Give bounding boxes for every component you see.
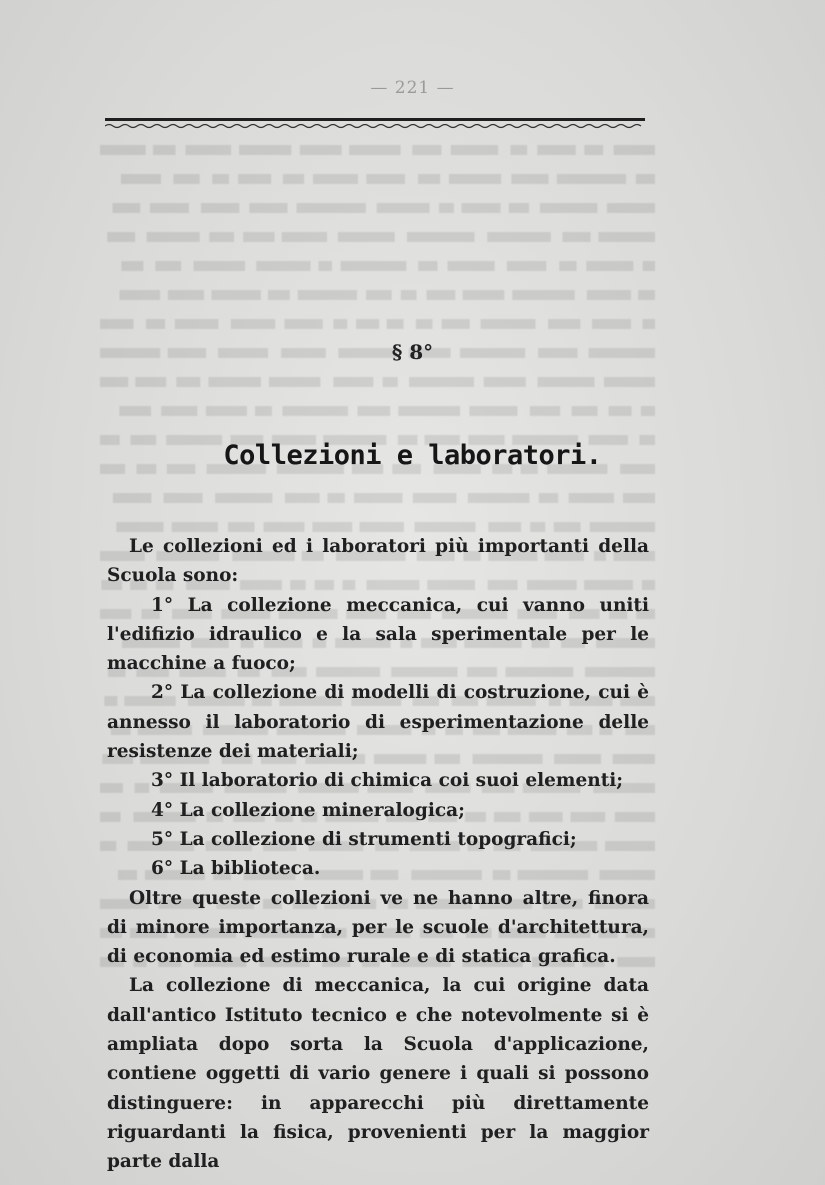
show-through-word: [468, 493, 530, 503]
show-through-word: [269, 377, 321, 387]
show-through-word: [172, 522, 218, 532]
show-through-word: [135, 377, 166, 387]
show-through-word: [463, 290, 505, 300]
show-through-word: [366, 290, 392, 300]
show-through-word: [121, 261, 143, 271]
show-through-word: [530, 522, 545, 532]
show-through-word: [284, 319, 322, 329]
show-through-word: [243, 232, 274, 242]
show-through-word: [383, 377, 398, 387]
show-through-word: [313, 174, 358, 184]
header-rule: [105, 118, 645, 121]
show-through-word: [354, 493, 403, 503]
show-through-word: [212, 290, 261, 300]
show-through-word: [377, 203, 430, 213]
body-text: [107, 532, 649, 1177]
show-through-word: [412, 145, 441, 155]
show-through-word: [255, 406, 272, 416]
show-through-word: [548, 319, 580, 329]
show-through-word: [540, 203, 598, 213]
show-through-word: [418, 261, 438, 271]
show-through-word: [559, 261, 576, 271]
show-through-word: [119, 406, 151, 416]
show-through-word: [349, 145, 400, 155]
show-through-word: [407, 232, 475, 242]
show-through-word: [366, 174, 405, 184]
show-through-word: [590, 522, 655, 532]
show-through-word: [623, 493, 655, 503]
show-through-word: [604, 377, 655, 387]
show-through-word: [572, 406, 598, 416]
show-through-word: [146, 319, 165, 329]
show-through-word: [356, 319, 379, 329]
show-through-word: [208, 377, 261, 387]
show-through-word: [358, 406, 391, 416]
show-through-word: [264, 522, 305, 532]
show-through-word: [587, 290, 631, 300]
show-through-word: [147, 232, 200, 242]
show-through-word: [113, 493, 151, 503]
show-through-word: [161, 406, 197, 416]
paragraph: Oltre queste collezioni ve ne hanno altre, finora di minore importanza, per le scuole d'architettura, di economia ed estimo rurale e di statica grafica.: [107, 887, 649, 968]
show-through-word: [173, 174, 199, 184]
show-through-word: [249, 203, 287, 213]
show-through-word: [333, 377, 373, 387]
show-through-word: [614, 145, 655, 155]
show-through-word: [488, 522, 521, 532]
show-through-word: [398, 406, 460, 416]
show-through-word: [113, 203, 141, 213]
show-through-word: [509, 203, 529, 213]
show-through-word: [312, 522, 352, 532]
show-through-word: [507, 261, 546, 271]
show-through-word: [641, 406, 655, 416]
show-through-word: [538, 377, 595, 387]
show-through-word: [100, 319, 134, 329]
show-through-word: [209, 232, 234, 242]
show-through-word: [449, 174, 501, 184]
show-through-word: [511, 145, 528, 155]
show-through-word: [153, 145, 176, 155]
show-through-word: [554, 522, 581, 532]
show-through-word: [418, 174, 440, 184]
show-through-word: [415, 522, 476, 532]
show-through-word: [584, 145, 603, 155]
show-through-word: [448, 261, 495, 271]
show-through-word: [100, 145, 146, 155]
show-through-word: [328, 493, 345, 503]
show-through-word: [387, 319, 404, 329]
show-through-word: [338, 232, 395, 242]
show-through-word: [119, 290, 160, 300]
show-through-word: [215, 493, 272, 503]
show-through-word: [100, 377, 128, 387]
show-through-word: [150, 203, 189, 213]
show-through-word: [638, 290, 655, 300]
show-through-word: [586, 261, 633, 271]
page-number: — 221 —: [370, 78, 455, 98]
show-through-word: [557, 174, 626, 184]
show-through-word: [268, 290, 290, 300]
show-through-word: [643, 261, 655, 271]
show-through-word: [300, 145, 342, 155]
show-through-word: [283, 174, 304, 184]
show-through-word: [285, 493, 320, 503]
show-through-word: [462, 203, 501, 213]
paragraph: Le collezioni ed i laboratori più importanti della Scuola sono:: [107, 536, 649, 587]
show-through-word: [442, 319, 470, 329]
show-through-word: [206, 406, 247, 416]
header-wavy-rule: [105, 123, 645, 129]
show-through-word: [231, 319, 275, 329]
list-item: 1° La collezione meccanica, cui vanno uniti l'edifizio idraulico e la sala sperimentale per le macchine a fuoco;: [107, 594, 649, 675]
show-through-word: [409, 377, 474, 387]
show-through-word: [282, 406, 348, 416]
show-through-word: [469, 406, 517, 416]
show-through-word: [416, 319, 433, 329]
show-through-word: [484, 377, 526, 387]
list-item: 5° La collezione di strumenti topografici;: [151, 828, 577, 850]
show-through-word: [239, 145, 291, 155]
show-through-word: [512, 290, 575, 300]
show-through-word: [569, 493, 614, 503]
show-through-word: [609, 406, 632, 416]
show-through-word: [212, 174, 229, 184]
show-through-word: [487, 232, 551, 242]
show-through-word: [636, 174, 655, 184]
show-through-word: [333, 319, 347, 329]
show-through-word: [598, 232, 655, 242]
show-through-word: [607, 203, 655, 213]
show-through-word: [427, 290, 456, 300]
show-through-word: [401, 290, 417, 300]
show-through-word: [341, 261, 407, 271]
show-through-word: [298, 290, 357, 300]
show-through-word: [186, 145, 232, 155]
show-through-word: [481, 319, 536, 329]
show-through-word: [562, 232, 590, 242]
show-through-word: [530, 406, 560, 416]
list-item: 4° La collezione mineralogica;: [151, 799, 465, 821]
show-through-word: [168, 290, 204, 300]
show-through-word: [201, 203, 239, 213]
section-title: Collezioni e laboratori.: [223, 440, 602, 471]
show-through-word: [176, 377, 200, 387]
show-through-word: [319, 261, 333, 271]
show-through-word: [539, 493, 558, 503]
show-through-word: [193, 261, 245, 271]
show-through-word: [439, 203, 454, 213]
show-through-word: [256, 261, 310, 271]
show-through-word: [238, 174, 271, 184]
section-number: § 8°: [391, 340, 434, 364]
show-through-word: [164, 493, 203, 503]
show-through-word: [511, 174, 548, 184]
show-through-word: [121, 174, 161, 184]
list-item: 6° La biblioteca.: [151, 858, 321, 880]
show-through-word: [155, 261, 181, 271]
show-through-word: [228, 522, 255, 532]
show-through-word: [360, 522, 404, 532]
show-through-word: [175, 319, 219, 329]
show-through-word: [297, 203, 366, 213]
show-through-word: [451, 145, 498, 155]
show-through-word: [282, 232, 327, 242]
list-item: 3° Il laboratorio di chimica coi suoi elementi;: [151, 770, 624, 792]
list-item: 2° La collezione di modelli di costruzione, cui è annesso il laboratorio di esperimentazione delle resistenze dei materiali;: [107, 682, 649, 763]
show-through-word: [537, 145, 576, 155]
show-through-word: [592, 319, 631, 329]
show-through-word: [107, 232, 135, 242]
show-through-word: [413, 493, 457, 503]
paragraph: La collezione di meccanica, la cui origine data dall'antico Istituto tecnico e che notevolmente si è ampliata dopo sorta la Scuola d'applicazione, contiene oggetti di vario genere i quali si possono distinguere: in apparecchi più direttamente riguardanti la fisica, provenienti per la maggior parte dalla: [107, 975, 649, 1173]
show-through-word: [643, 319, 656, 329]
show-through-word: [116, 522, 163, 532]
